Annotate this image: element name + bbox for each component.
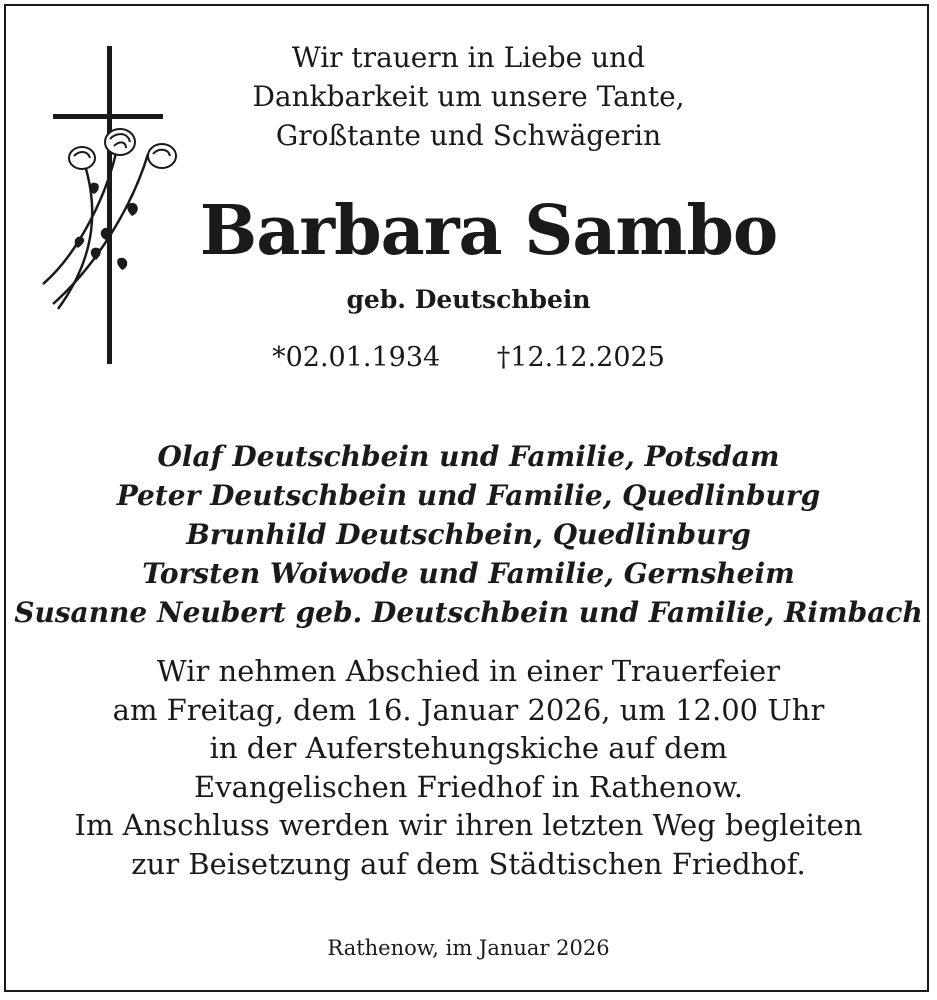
- mourner-line: Brunhild Deutschbein, Quedlinburg: [186, 518, 751, 551]
- ceremony-line: Wir nehmen Abschied in einer Trauerfeier: [156, 654, 781, 688]
- birth-date: *02.01.1934: [272, 342, 441, 373]
- mourner-line: Olaf Deutschbein und Familie, Potsdam: [157, 440, 780, 473]
- ceremony-line: zur Beisetzung auf dem Städtischen Friedhof.: [131, 846, 806, 881]
- intro-line: Großtante und Schwägerin: [275, 119, 662, 152]
- intro-line: Dankbarkeit um unsere Tante,: [252, 80, 685, 113]
- ceremony-text: [0, 652, 937, 883]
- ceremony-line: am Freitag, dem 16. Januar 2026, um 12.00 Uhr: [112, 692, 825, 727]
- intro-line: Wir trauern in Liebe und: [291, 41, 646, 74]
- birth-name: geb. Deutschbein: [346, 285, 591, 314]
- ceremony-line: Evangelischen Friedhof in Rathenow.: [194, 769, 743, 804]
- death-date: †12.12.2025: [496, 342, 665, 373]
- mourner-line: Susanne Neubert geb. Deutschbein und Familie, Rimbach: [14, 596, 923, 629]
- mourner-line: Torsten Woiwode und Familie, Gernsheim: [142, 557, 795, 590]
- place-date: Rathenow, im Januar 2026: [327, 936, 610, 960]
- life-dates: [0, 338, 937, 378]
- ceremony-line: Im Anschluss werden wir ihren letzten Weg begleiten: [74, 808, 863, 842]
- deceased-name: Barbara Sambo: [199, 191, 778, 271]
- ceremony-line: in der Auferstehungskiche auf dem: [209, 731, 728, 765]
- mourners-list: [0, 437, 937, 632]
- mourner-line: Peter Deutschbein und Familie, Quedlinburg: [116, 479, 821, 512]
- intro-text: [0, 38, 937, 155]
